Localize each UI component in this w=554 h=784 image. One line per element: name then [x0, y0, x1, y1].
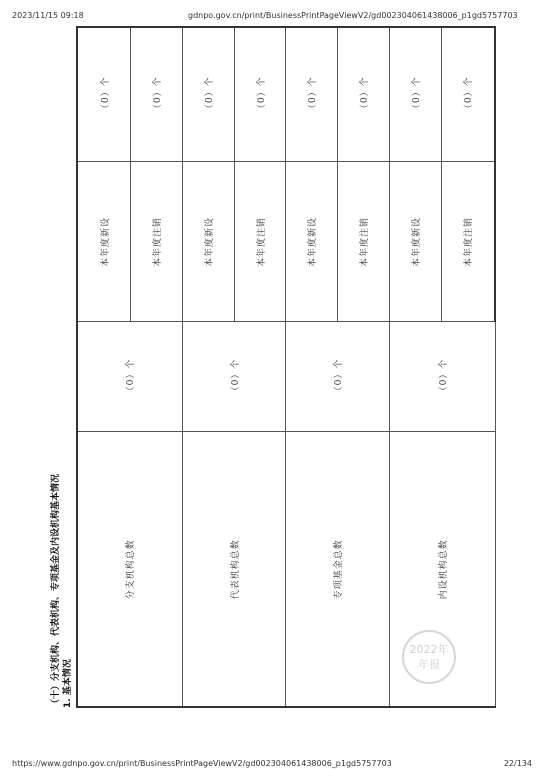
- row-total-special-fund: （0）个: [286, 322, 390, 432]
- item-value: （0）个: [338, 27, 390, 162]
- stamp-year: 2022年: [409, 643, 449, 656]
- item-label: 本年度注销: [131, 162, 183, 322]
- print-datetime: 2023/11/15 09:18: [12, 11, 84, 20]
- item-value: （0）个: [286, 27, 338, 162]
- table-row: [182, 27, 234, 707]
- institution-count-table: [76, 26, 496, 708]
- item-label: 本年度注销: [338, 162, 390, 322]
- item-value: （0）个: [131, 27, 183, 162]
- row-label-special-fund: 专项基金总数: [286, 432, 390, 707]
- section-title: （十）分支机构、代表机构、专项基金及内设机构基本情况: [51, 473, 61, 708]
- annual-report-stamp: [402, 630, 456, 684]
- item-label: 本年度新设: [182, 162, 234, 322]
- row-label-internal: 内设机构总数: [390, 432, 495, 707]
- row-total-representative: （0）个: [182, 322, 286, 432]
- item-label: 本年度注销: [441, 162, 495, 322]
- table-row: [390, 27, 442, 707]
- row-total-internal: （0）个: [390, 322, 495, 432]
- print-page-url: gdnpo.gov.cn/print/BusinessPrintPageViewV2/gd002304061438006_p1gd5757703: [188, 11, 518, 20]
- item-value: （0）个: [77, 27, 131, 162]
- item-value: （0）个: [441, 27, 495, 162]
- table-row: [286, 27, 338, 707]
- item-label: 本年度新设: [77, 162, 131, 322]
- section-heading: [42, 28, 76, 708]
- footer-url: https://www.gdnpo.gov.cn/print/BusinessPrintPageViewV2/gd002304061438006_p1gd5757703: [12, 759, 392, 768]
- item-value: （0）个: [234, 27, 286, 162]
- row-label-branch: 分支机构总数: [77, 432, 182, 707]
- table-row: [77, 27, 131, 707]
- rotated-page-content: [42, 28, 520, 708]
- row-total-branch: （0）个: [77, 322, 182, 432]
- row-label-representative: 代表机构总数: [182, 432, 286, 707]
- page-number: 22/134: [503, 759, 532, 768]
- stamp-label: 年报: [418, 658, 440, 671]
- item-label: 本年度注销: [234, 162, 286, 322]
- item-value: （0）个: [182, 27, 234, 162]
- item-label: 本年度新设: [390, 162, 442, 322]
- item-value: （0）个: [390, 27, 442, 162]
- item-label: 本年度新设: [286, 162, 338, 322]
- section-subtitle: 1. 基本情况: [63, 659, 73, 708]
